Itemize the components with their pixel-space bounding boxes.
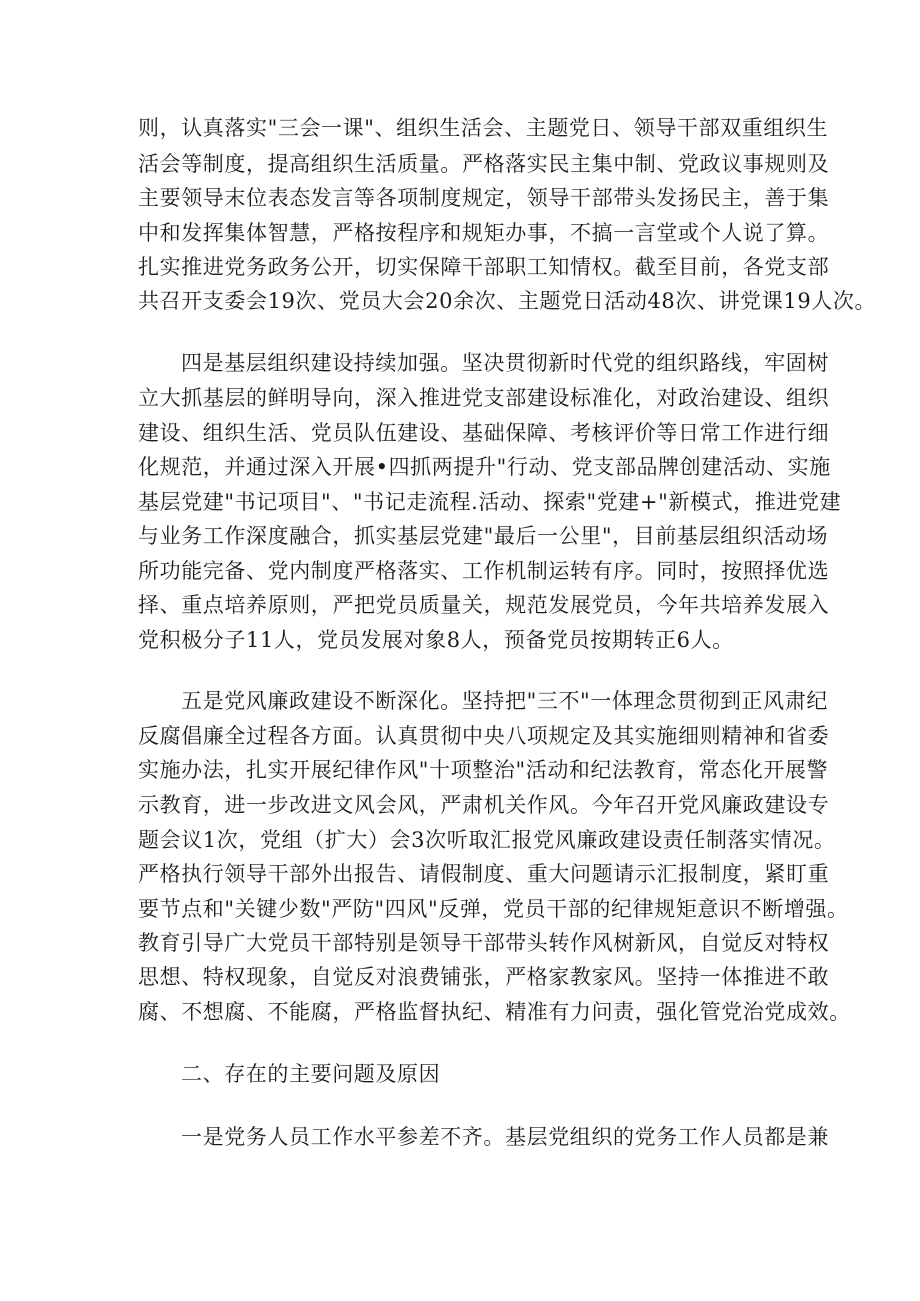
text-line: 一是党务人员工作水平参差不齐。基层党组织的党务工作人员都是兼 [181, 1125, 829, 1149]
text-line: 题会议1次，党组（扩大）会3次听取汇报党风廉政建设责任制落实情况。 [138, 828, 836, 852]
text-line: 四是基层组织建设持续加强。坚决贯彻新时代党的组织路线，牢固树 [181, 351, 829, 375]
text-line: 实施办法，扎实开展纪律作风"十项整治"活动和纪法教育，常态化开展警 [138, 758, 829, 782]
text-line: 立大抓基层的鲜明导向，深入推进党支部建设标准化，对政治建设、组织 [138, 386, 830, 410]
text-line: 建设、组织生活、党员队伍建设、基础保障、考核评价等日常工作进行细 [138, 421, 830, 445]
text-line: 要节点和"关键少数"严防"四风"反弹，党员干部的纪律规矩意识不断增强。 [138, 897, 849, 921]
text-line: 化规范，并通过深入开展•四抓两提升"行动、党支部品牌创建活动、实施 [138, 455, 831, 479]
text-line: 中和发挥集体智慧，严格按程序和规矩办事，不搞一言堂或个人说了算。 [138, 221, 830, 245]
text-line: 活会等制度，提高组织生活质量。严格落实民主集中制、党政议事规则及 [138, 152, 830, 176]
text-line: 严格执行领导干部外出报告、请假制度、重大问题请示汇报制度，紧盯重 [138, 862, 830, 886]
text-line: 示教育，进一步改进文风会风，严肃机关作风。今年召开党风廉政建设专 [138, 793, 830, 817]
text-line: 反腐倡廉全过程各方面。认真贯彻中央八项规定及其实施细则精神和省委 [138, 724, 830, 748]
text-line: 所功能完备、党内制度严格落实、工作机制运转有序。同时，按照择优选 [138, 559, 830, 583]
section-heading: 二、存在的主要问题及原因 [181, 1062, 441, 1086]
text-line: 党积极分子11人，党员发展对象8人，预备党员按期转正6人。 [138, 628, 734, 652]
text-line: 则，认真落实"三会一课"、组织生活会、主题党日、领导干部双重组织生 [138, 116, 829, 140]
text-line: 扎实推进党务政务公开，切实保障干部职工知情权。截至目前，各党支部 [138, 255, 830, 279]
text-line: 择、重点培养原则，严把党员质量关，规范发展党员，今年共培养发展入 [138, 593, 830, 617]
text-line: 主要领导末位表态发言等各项制度规定，领导干部带头发扬民主，善于集 [138, 186, 830, 210]
text-line: 五是党风廉政建设不断深化。坚持把"三不"一体理念贯彻到正风肃纪 [181, 689, 828, 713]
text-line: 教育引导广大党员干部特别是领导干部带头转作风树新风，自觉反对特权 [138, 931, 830, 955]
text-line: 腐、不想腐、不能腐，严格监督执纪、精准有力问责，强化管党治党成效。 [138, 1000, 851, 1024]
text-line: 思想、特权现象，自觉反对浪费铺张，严格家教家风。坚持一体推进不敢 [138, 965, 830, 989]
text-line: 基层党建"书记项目"、"书记走流程.活动、探索"党建+"新模式，推进党建 [138, 490, 842, 514]
text-line: 共召开支委会19次、党员大会20余次、主题党日活动48次、讲党课19人次。 [138, 289, 877, 313]
text-line: 与业务工作深度融合，抓实基层党建"最后一公里"，目前基层组织活动场 [138, 524, 829, 548]
